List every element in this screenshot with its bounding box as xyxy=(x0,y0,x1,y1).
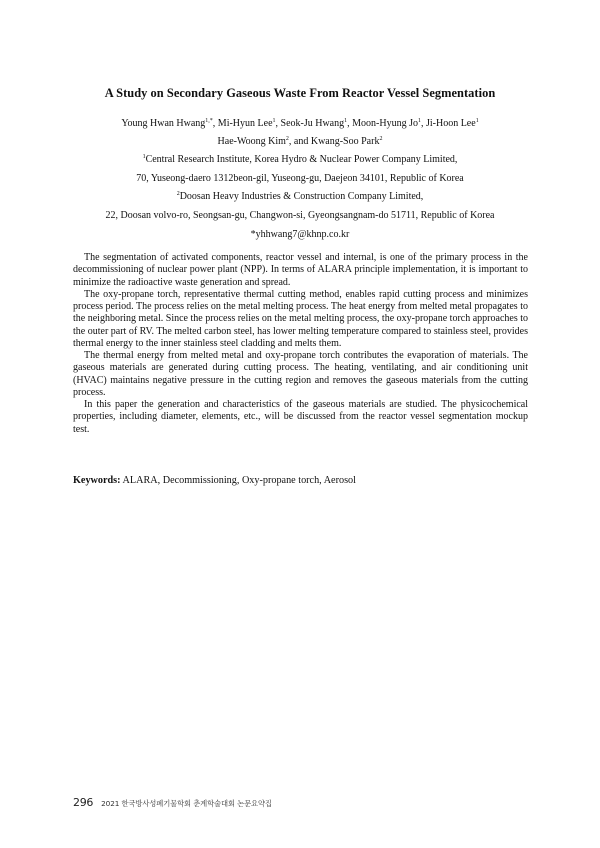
author-affiliation-mark: 2 xyxy=(285,136,289,142)
body-paragraph: The thermal energy from melted metal and oxy-propane torch contributes the evaporation of materials. The gaseous materials are generated during cutting process. The heating, ventilating, and air conditioning unit (HVAC) maintains negative pressure in the cutting region and removes the gaseous materials from the cutting process. xyxy=(73,350,528,398)
author-name: Young Hwan Hwang xyxy=(121,118,206,129)
author-name: , Seok-Ju Hwang xyxy=(275,118,345,129)
affiliation-mark: 1 xyxy=(142,154,146,160)
affiliation-2 xyxy=(0,191,600,203)
author-list-line-2 xyxy=(0,136,600,148)
keywords-line xyxy=(73,475,528,487)
author-affiliation-mark: 1 xyxy=(344,118,348,124)
author-affiliation-mark: 1 xyxy=(475,118,479,124)
body-paragraph: The oxy-propane torch, representative thermal cutting method, enables rapid cutting process and minimizes process period. The process relies on the metal melting process. The heat energy from melted metal propagates to the neighboring metal. Since the process relies on the metal melting process, the oxy-propane torch approaches to the outer part of RV. The melted carbon steel, has lower melting temperature compared to stainless steel, provides thermal energy to the inner stainless steel cladding and melts them. xyxy=(73,288,528,349)
author-affiliation-mark: 1 xyxy=(272,118,276,124)
author-name: , Mi-Hyun Lee xyxy=(212,118,273,129)
author-name: , Moon-Hyung Jo xyxy=(347,118,418,129)
body-paragraph: In this paper the generation and characteristics of the gaseous materials are studied. The physicochemical properties, including diameter, elements, etc., will be discussed from the reactor vessel segmentation mockup test. xyxy=(73,399,528,435)
keywords-list: ALARA, Decommissioning, Oxy-propane torch, Aerosol xyxy=(120,475,356,486)
page-number: 296 xyxy=(73,796,94,809)
affiliation-2-address: 22, Doosan volvo-ro, Seongsan-gu, Changwon-si, Gyeongsangnam-do 51711, Republic of Korea xyxy=(105,210,495,221)
affiliation-1-address: 70, Yuseong-daero 1312beon-gil, Yuseong-gu, Daejeon 34101, Republic of Korea xyxy=(136,173,464,184)
author-affiliation-mark: 2 xyxy=(379,136,383,142)
page-footer xyxy=(73,791,272,810)
author-name: , Ji-Hoon Lee xyxy=(420,118,476,129)
author-name: , and Kwang-Soo Park xyxy=(288,136,380,147)
abstract-body xyxy=(73,252,528,436)
author-affiliation-mark: 1 xyxy=(417,118,421,124)
author-name: Hae-Woong Kim xyxy=(217,136,286,147)
affiliation-name: Central Research Institute, Korea Hydro & Nuclear Power Company Limited, xyxy=(145,154,458,165)
keywords-label: Keywords: xyxy=(73,475,121,486)
author-affiliation-mark: 1,* xyxy=(205,118,213,124)
affiliation-name: Doosan Heavy Industries & Construction Company Limited, xyxy=(179,191,424,202)
affiliation-1 xyxy=(0,154,600,166)
proceedings-title: 2021 한국방사성폐기물학회 춘계학술대회 논문요약집 xyxy=(101,799,272,808)
paper-title: A Study on Secondary Gaseous Waste From Reactor Vessel Segmentation xyxy=(104,86,496,100)
body-paragraph: The segmentation of activated components, reactor vessel and internal, is one of the primary process in the decommissioning of nuclear power plant (NPP). In terms of ALARA principle implementation, it is important to minimize the radioactive waste generation and spread. xyxy=(73,252,528,288)
affiliation-mark: 2 xyxy=(176,191,180,197)
corresponding-email: *yhhwang7@khnp.co.kr xyxy=(250,229,350,240)
author-list-line-1 xyxy=(0,118,600,130)
